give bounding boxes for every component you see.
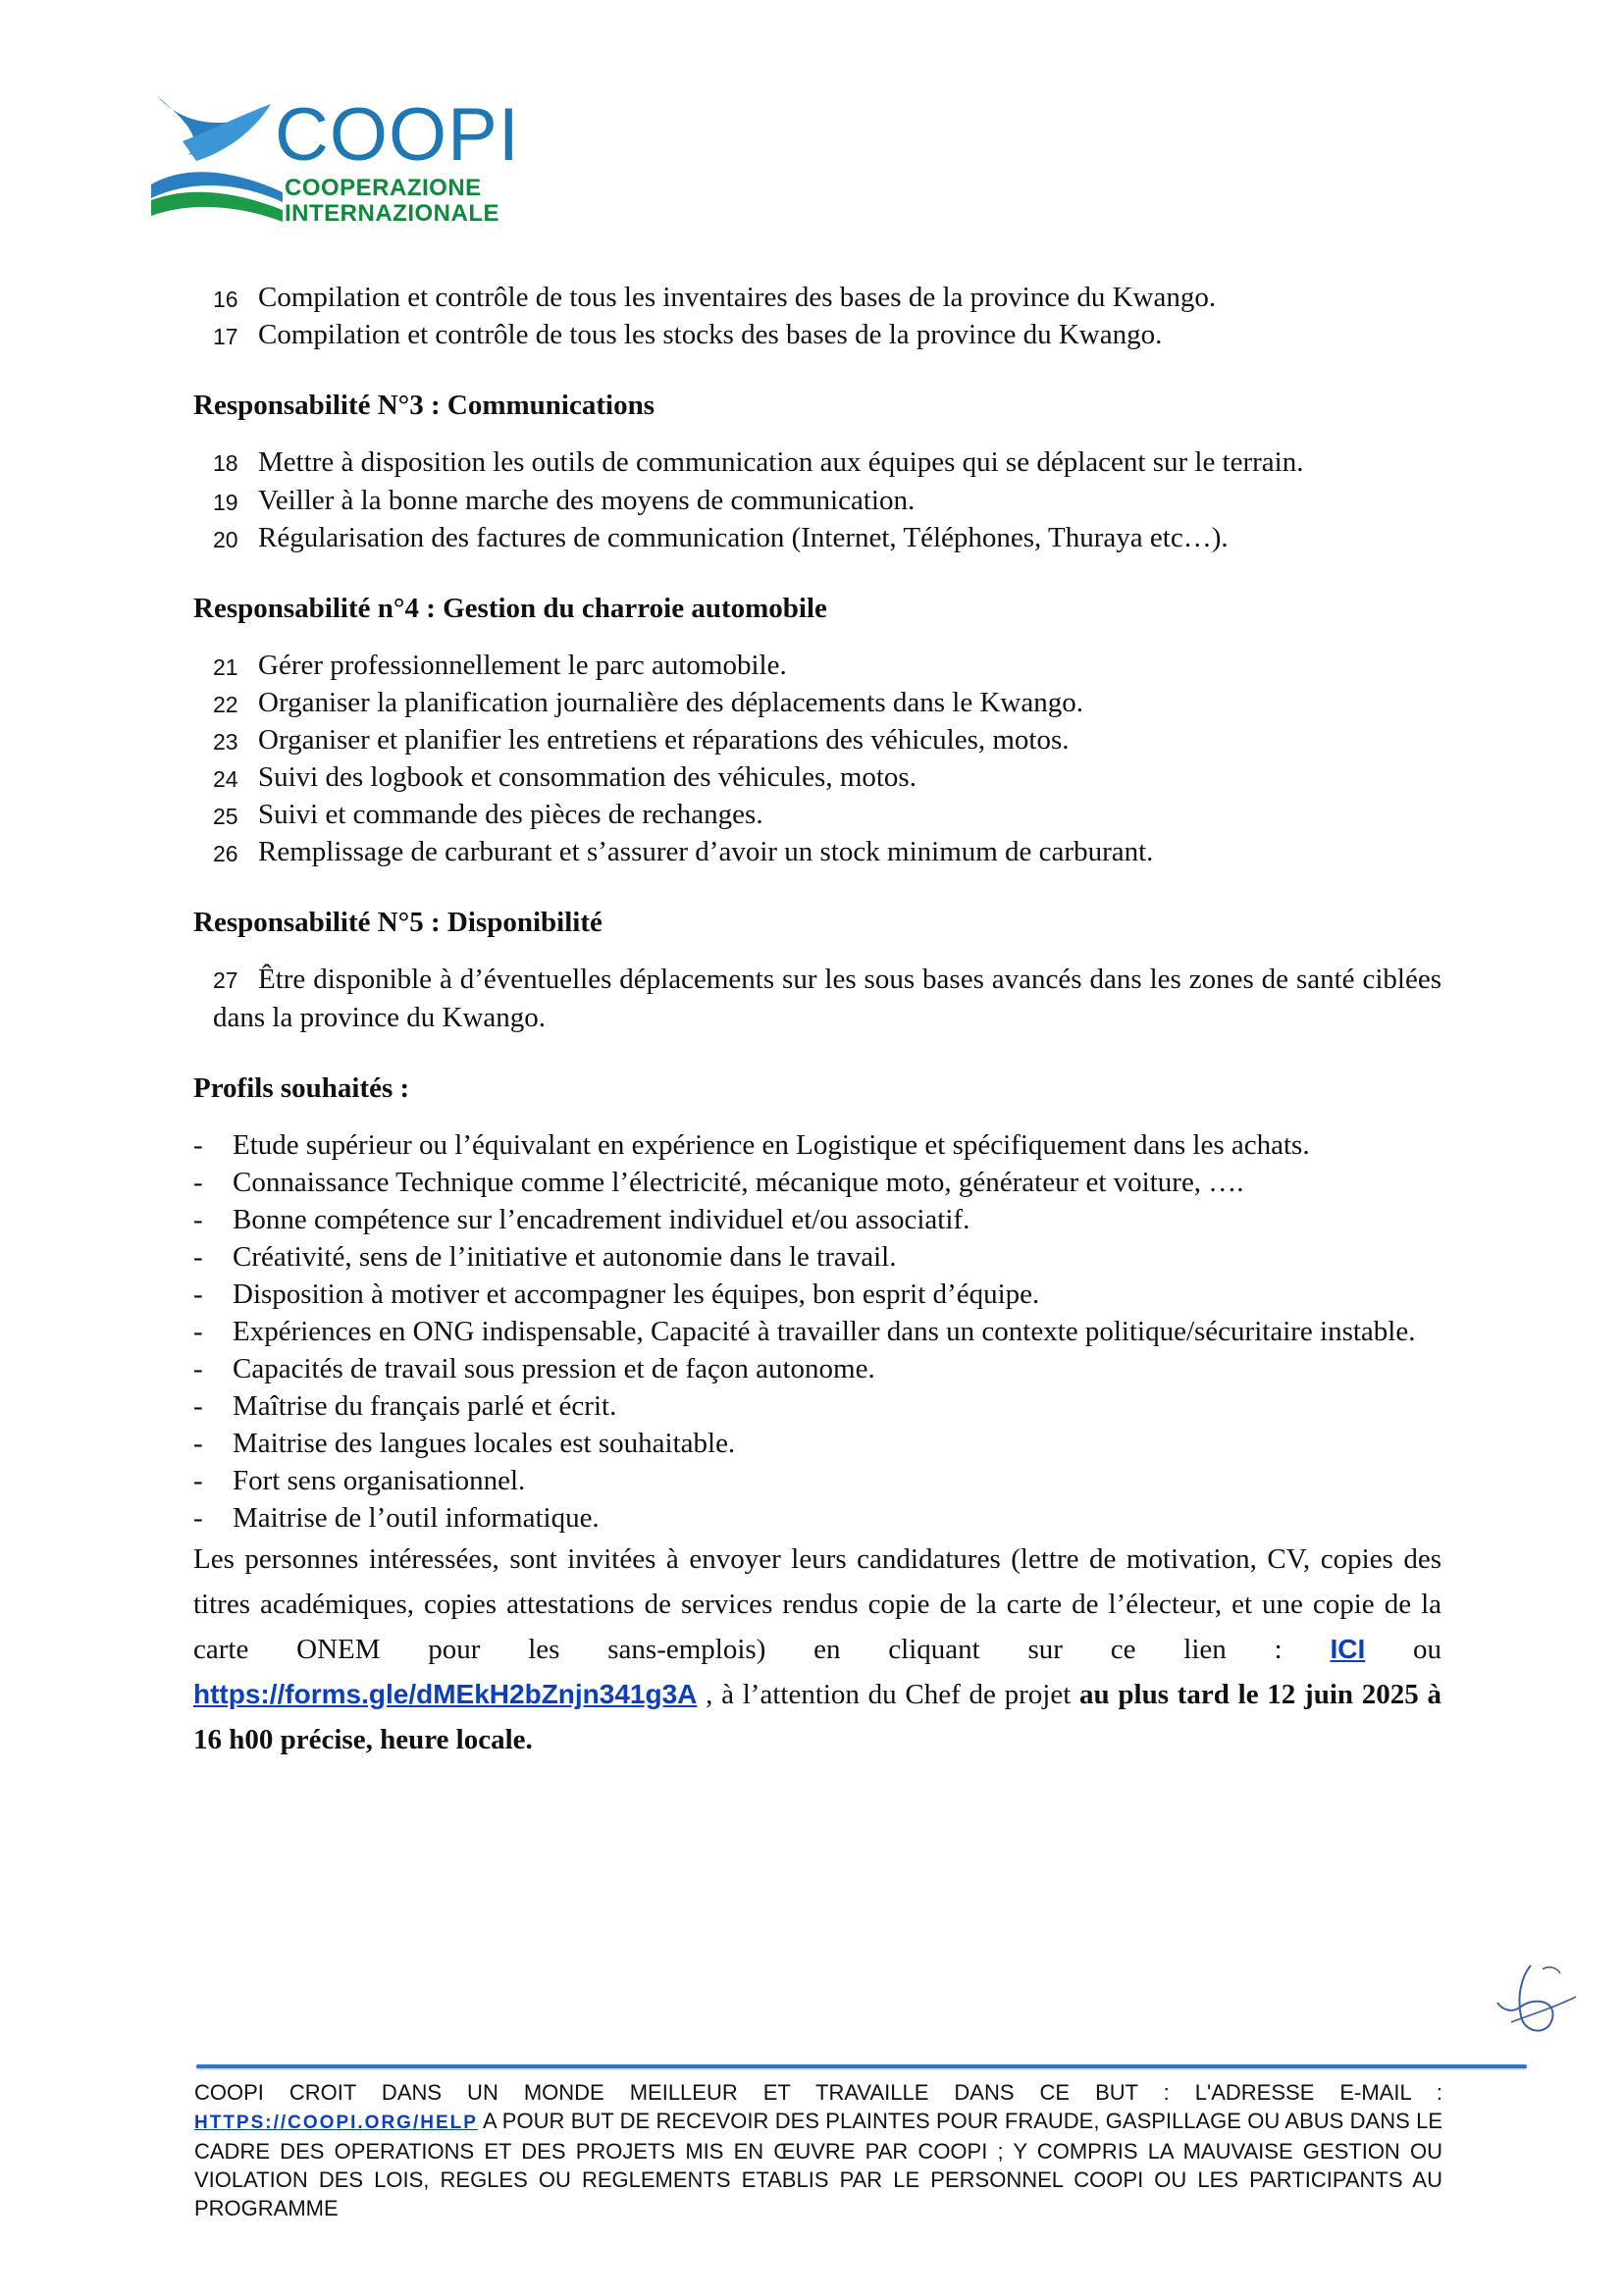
item-text: Remplissage de carburant et s’assurer d’avoir un stock minimum de carburant. (258, 836, 1154, 867)
item-text: Veiller à la bonne marche des moyens de communication. (258, 485, 916, 516)
profile-item (193, 1313, 1441, 1350)
dash-bullet: - (193, 1428, 203, 1459)
google-form-link[interactable]: https://forms.gle/dMEkH2bZnjn341g3A (193, 1679, 698, 1709)
profile-text: Maitrise de l’outil informatique. (233, 1502, 600, 1534)
item-text: Mettre à disposition les outils de communication aux équipes qui se déplacent sur le terrain. (258, 446, 1304, 478)
section-title-profiles: Profils souhaités : (193, 1072, 410, 1104)
deadline-text: au plus tard le 12 juin 2025 à 16 h00 précise, heure locale. (193, 1679, 1441, 1755)
dash-bullet: - (193, 1129, 203, 1161)
profile-list (193, 1126, 1441, 1537)
logo-line-cooperazione: COOPERAZIONE (285, 175, 482, 201)
profile-item (193, 1201, 1441, 1238)
item-number: 26 (213, 841, 238, 866)
dash-bullet: - (193, 1167, 203, 1198)
document-body (193, 279, 1441, 1762)
item-text: Gérer professionnellement le parc automobile. (258, 650, 787, 681)
item-number: 24 (213, 766, 238, 792)
list-item (193, 758, 1441, 796)
item-number: 16 (213, 287, 238, 312)
list-item (193, 482, 1441, 519)
item-text: Organiser la planification journalière des déplacements dans le Kwango. (258, 687, 1083, 718)
list-item (193, 444, 1441, 482)
section-title-availability: Responsabilité N°5 : Disponibilité (193, 907, 602, 938)
profile-item (193, 1387, 1441, 1425)
logo-line-internazionale: INTERNAZIONALE (285, 200, 499, 227)
application-instructions (193, 1537, 1441, 1762)
item-number: 22 (213, 692, 238, 717)
item-number: 20 (213, 527, 238, 552)
profile-text: Maîtrise du français parlé et écrit. (233, 1390, 617, 1422)
dash-bullet: - (193, 1390, 203, 1422)
closing-attention: , à l’attention du Chef de projet (697, 1679, 1080, 1710)
dash-bullet: - (193, 1465, 203, 1496)
list-item (193, 833, 1441, 870)
dash-bullet: - (193, 1353, 203, 1384)
profile-item (193, 1126, 1441, 1164)
item-text: Être disponible à d’éventuelles déplacements sur les sous bases avancés dans les zones de santé ciblées dans la province du Kwango. (213, 964, 1441, 1033)
profile-text: Connaissance Technique comme l’électricité, mécanique moto, générateur et voiture, …. (233, 1167, 1244, 1198)
dash-bullet: - (193, 1316, 203, 1347)
item-number: 21 (213, 654, 238, 680)
profile-text: Disposition à motiver et accompagner les équipes, bon esprit d’équipe. (233, 1278, 1040, 1310)
closing-text: Les personnes intéressées, sont invitées à envoyer leurs candidatures (lettre de motivation, CV, copies des titres académiques, copies attestations de services rendus copie de la carte de l’électeur, et une copie de la carte ONEM pour les sans-emplois) en cliquant sur ce lien : (193, 1543, 1441, 1665)
list-item (193, 721, 1441, 758)
item-number: 23 (213, 729, 238, 755)
handwritten-signature-icon (1492, 1957, 1580, 2046)
dash-bullet: - (193, 1204, 203, 1235)
item-number: 27 (213, 967, 238, 993)
profile-item (193, 1164, 1441, 1201)
profile-item (193, 1350, 1441, 1387)
list-item (193, 519, 1441, 556)
help-link[interactable]: HTTPS://COOPI.ORG/HELP (194, 2113, 478, 2133)
list-item (193, 684, 1441, 721)
list-item (193, 796, 1441, 833)
profile-text: Créativité, sens de l’initiative et autonomie dans le travail. (233, 1241, 897, 1273)
item-number: 17 (213, 324, 238, 349)
list-item (193, 316, 1441, 353)
item-text: Compilation et contrôle de tous les stocks des bases de la province du Kwango. (258, 319, 1163, 350)
dash-bullet: - (193, 1502, 203, 1534)
item-number: 18 (213, 450, 238, 476)
section-title-communications: Responsabilité N°3 : Communications (193, 390, 655, 421)
profile-text: Etude supérieur ou l’équivalant en expérience en Logistique et spécifiquement dans les achats. (233, 1129, 1310, 1161)
item-text: Compilation et contrôle de tous les inventaires des bases de la province du Kwango. (258, 282, 1217, 313)
coopi-logo (149, 90, 520, 228)
item-text: Régularisation des factures de communication (Internet, Téléphones, Thuraya etc…). (258, 522, 1229, 553)
profile-text: Bonne compétence sur l’encadrement individuel et/ou associatif. (233, 1204, 970, 1235)
footer-notice (194, 2078, 1442, 2222)
dove-wave-logo-icon (149, 90, 287, 228)
ici-link[interactable]: ICI (1330, 1634, 1366, 1664)
footer-text-continued: A POUR BUT DE RECEVOIR DES PLAINTES POUR FRAUDE, GASPILLAGE OU ABUS DANS LE CADRE DES OPERATIONS ET DES PROJETS MIS EN ŒUVRE PAR COOPI ; Y COMPRIS LA MAUVAISE GESTION OU VIOLATION DES LOIS, REGLES OU REGLEMENTS ETABLIS PAR LE PERSONNEL COOPI OU LES PARTICIPANTS AU PROGRAMME (194, 2109, 1442, 2220)
list-item (193, 647, 1441, 684)
list-item (193, 961, 1441, 1036)
profile-item (193, 1425, 1441, 1462)
item-number: 19 (213, 490, 238, 515)
footer-text: COOPI CROIT DANS UN MONDE MEILLEUR ET TRAVAILLE DANS CE BUT : L'ADRESSE E-MAIL : (194, 2080, 1442, 2105)
profile-text: Maitrise des langues locales est souhaitable. (233, 1428, 736, 1459)
profile-text: Capacités de travail sous pression et de façon autonome. (233, 1353, 875, 1384)
item-text: Organiser et planifier les entretiens et réparations des véhicules, motos. (258, 724, 1070, 756)
logo-wordmark: COOPI (275, 93, 520, 177)
profile-item (193, 1499, 1441, 1537)
item-text: Suivi et commande des pièces de rechanges. (258, 799, 763, 830)
profile-item (193, 1238, 1441, 1276)
section-title-fleet: Responsabilité n°4 : Gestion du charroie automobile (193, 593, 827, 624)
item-text: Suivi des logbook et consommation des véhicules, motos. (258, 761, 917, 793)
dash-bullet: - (193, 1241, 203, 1273)
profile-item (193, 1462, 1441, 1499)
profile-text: Expériences en ONG indispensable, Capacité à travailler dans un contexte politique/sécuritaire instable. (233, 1316, 1416, 1347)
profile-item (193, 1276, 1441, 1313)
item-number: 25 (213, 804, 238, 829)
list-item (193, 279, 1441, 316)
dash-bullet: - (193, 1278, 203, 1310)
footer-divider (196, 2064, 1527, 2068)
closing-or: ou (1365, 1634, 1442, 1665)
profile-text: Fort sens organisationnel. (233, 1465, 526, 1496)
